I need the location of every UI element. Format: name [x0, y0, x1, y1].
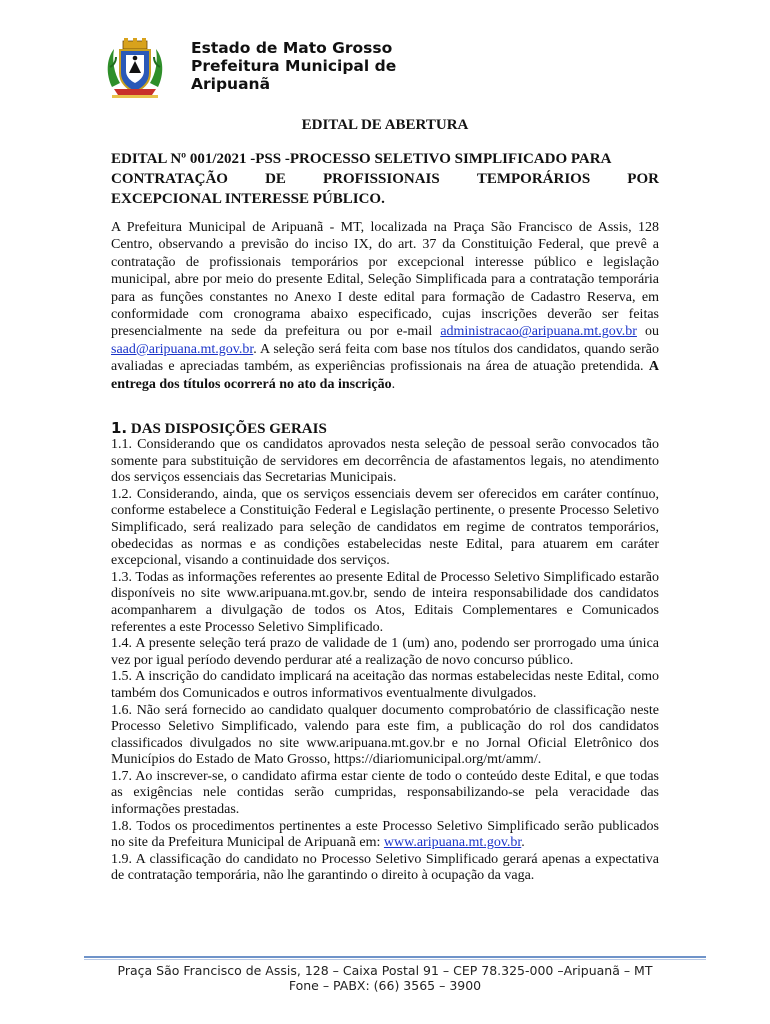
- list-item: 1.9. A classificação do candidato no Processo Seletivo Simplificado gerará apenas a expectativa de contratação temporária, não lhe garantindo o direito à ocupação da vaga.: [111, 851, 659, 884]
- heading-word: CONTRATAÇÃO: [111, 171, 228, 187]
- edital-heading-line-2: [111, 169, 659, 189]
- intro-bold-note: A entrega dos títulos ocorrerá no ato da inscrição: [111, 359, 659, 392]
- intro-text: .: [391, 376, 396, 392]
- section-heading: [111, 419, 327, 438]
- intro-text: . A seleção será feita com base nos títulos dos candidatos, quando serão avaliadas e apreciadas também, as experiências profissionais na área de atuação pretendida.: [111, 341, 659, 375]
- heading-word: TEMPORÁRIOS: [476, 171, 591, 187]
- item-text: 1.8. Todos os procedimentos pertinentes a este Processo Seletivo Simplificado serão publicados no site da Prefeitura Municipal de Aripuanã em:: [111, 818, 659, 851]
- list-item: 1.5. A inscrição do candidato implicará na aceitação das normas estabelecidas neste Edital, como também dos Comunicados e outros informativos eventualmente divulgados.: [111, 669, 659, 701]
- edital-heading-line-3: EXCEPCIONAL INTERESSE PÚBLICO.: [111, 191, 385, 207]
- list-item: 1.4. A presente seleção terá prazo de validade de 1 (um) ano, podendo ser prorrogado uma única vez por igual período devendo perdurar até a realização de novo concurso público.: [111, 636, 659, 668]
- list-item: 1.3. Todas as informações referentes ao presente Edital de Processo Seletivo Simplificado estarão disponíveis no site www.aripuana.mt.gov.br, sendo de inteira responsabilidade dos candidatos acompanharem a divulgação de todos os Atos, Editais Complementares e Comunicados referentes a este Processo Seletivo Simplificado.: [111, 569, 659, 635]
- intro-text: ou: [636, 324, 659, 340]
- heading-word: PROFISSIONAIS: [323, 171, 440, 187]
- letterhead: [104, 35, 524, 99]
- municipal-coat-of-arms-icon: [104, 37, 166, 99]
- municipality-name: Aripuanã: [191, 75, 271, 93]
- list-item: 1.6. Não será fornecido ao candidato qualquer documento comprobatório de classificação neste Processo Seletivo Simplificado, valendo para este fim, a publicação do rol dos candidatos classificados divulgados no site www.aripuana.mt.gov.br e no Jornal Oficial Eletrônico dos Municípios do Estado de Mato Grosso, https://diariomunicipal.org/mt/amm/.: [111, 702, 659, 768]
- footer: [0, 963, 770, 993]
- footer-address: Praça São Francisco de Assis, 128 – Caixa Postal 91 – CEP 78.325-000 –Aripuanã – MT: [117, 963, 653, 978]
- item-text: .: [521, 835, 525, 851]
- prefecture-name: Prefeitura Municipal de: [191, 57, 397, 75]
- heading-word: DE: [265, 171, 286, 187]
- section-items: [111, 437, 659, 885]
- footer-phone: Fone – PABX: (66) 3565 – 3900: [288, 978, 482, 993]
- section-number: 1.: [111, 419, 128, 437]
- list-item: [111, 819, 659, 852]
- state-name: Estado de Mato Grosso: [191, 39, 393, 57]
- page-title: EDITAL DE ABERTURA: [301, 117, 469, 133]
- edital-heading: [111, 149, 659, 209]
- list-item: 1.7. Ao inscrever-se, o candidato afirma estar ciente de todo o conteúdo deste Edital, e que todas as exigências nele contidas serão cumpridas, responsabilizando-se pela veracidade das informações prestadas.: [111, 768, 659, 818]
- organization-name: [191, 39, 396, 93]
- heading-word: POR: [627, 171, 659, 187]
- footer-divider-thin: [84, 959, 706, 960]
- list-item: 1.2. Considerando, ainda, que os serviços essenciais devem ser oferecidos em caráter contínuo, conforme estabelece a Constituição Federal e Legislação pertinente, o presente Processo Seletivo Simplificado, será realizado para seleção de candidatos em regime de contratos temporários, obedecidas as normas e as condições estabelecidas neste Edital, para atuarem em caráter excepcional, visando a continuidade dos serviços.: [111, 486, 659, 569]
- section-title: DAS DISPOSIÇÕES GERAIS: [130, 421, 327, 437]
- list-item: 1.1. Considerando que os candidatos aprovados nesta seleção de pessoal serão convocados tão somente para substituição de servidores em decorrência de afastamentos legais, no atendimento dos serviços essenciais das Secretarias Municipais.: [111, 437, 659, 486]
- website-link[interactable]: www.aripuana.mt.gov.br: [383, 835, 522, 851]
- edital-heading-line-1: EDITAL Nº 001/2021 -PSS -PROCESSO SELETIVO SIMPLIFICADO PARA: [111, 151, 612, 167]
- intro-paragraph: [111, 219, 659, 393]
- footer-divider: [84, 956, 706, 958]
- email-link-saad[interactable]: saad@aripuana.mt.gov.br: [111, 341, 254, 357]
- intro-text: A Prefeitura Municipal de Aripuanã - MT, localizada na Praça São Francisco de Assis, 128 Centro, observando a previsão do inciso IX, do art. 37 da Constituição Federal, que prevê a contratação de profissionais temporários por excepcional interesse público e legislação municipal, abre por meio do presente Edital, Seleção Simplificada para a contratação temporária para as funções constantes no Anexo I deste edital para formação de Cadastro Reserva, em conformidade com cronograma abaixo especificado, cujas inscrições deverão ser feitas presencialmente na sede da prefeitura ou por e-mail: [111, 220, 659, 340]
- email-link-administracao[interactable]: administracao@aripuana.mt.gov.br: [440, 324, 637, 340]
